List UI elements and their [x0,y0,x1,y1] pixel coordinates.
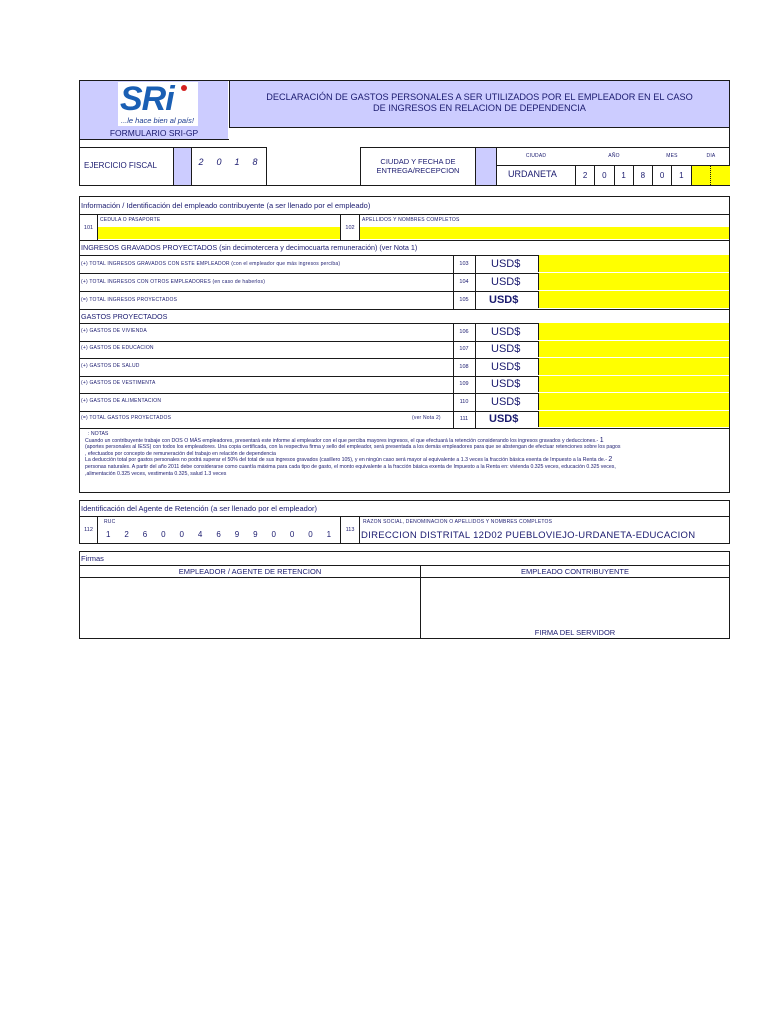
expense-row-value[interactable] [538,376,729,392]
agent-name-value[interactable]: DIRECCION DISTRITAL 12D02 PUEBLOVIEJO-URDANETA-EDUCACION [361,530,696,541]
ruc-digit[interactable]: 2 [124,530,129,539]
expense-row-currency: USD$ [489,413,519,425]
note-line: La deducción total por gastos personales no podrá superar el 50% del total de sus ingresos gravados (casillero 105), y en ningún caso será mayor al equivalente a 1.3 veces la fracción básica exenta de Impuesto a la Renta de.- [85,457,607,464]
city-date-label-2: ENTREGA/RECEPCION [376,166,460,175]
ruc-digit[interactable]: 0 [161,530,166,539]
date-digits [576,166,730,185]
expense-row-label: (+) GASTOS DE EDUCACION [81,345,154,351]
ruc-digit[interactable]: 0 [179,530,184,539]
expense-row-value[interactable] [538,411,729,427]
ruc-label: RUC [104,519,116,525]
income-row [79,255,730,273]
agent-section-title: Identificación del Agente de Retención (a ser llenado por el empleador) [81,504,317,513]
ruc-digit[interactable]: 4 [197,530,203,539]
year-digit[interactable]: 8 [633,166,652,185]
income-row-value[interactable] [538,255,729,272]
expense-row-currency: USD$ [491,343,521,355]
code-101: 101 [83,225,94,231]
code-113: 113 [345,527,355,533]
year-digit[interactable]: 1 [614,166,633,185]
ruc-digits [99,530,339,542]
city-value[interactable]: URDANETA [508,169,557,179]
expense-row [79,376,730,393]
income-row-code: 104 [459,279,469,285]
month-digit[interactable]: 0 [652,166,671,185]
income-row-currency: USD$ [491,276,521,288]
expenses-section-title: GASTOS PROYECTADOS [81,312,168,321]
expense-row-code: 108 [459,364,469,370]
note-line: , efectuados por concepto de remuneración del trabajo en relación de dependencia [85,450,276,457]
expense-row [79,341,730,358]
city-date-label-1: CIUDAD Y FECHA DE [380,157,456,166]
income-row-code: 105 [459,297,469,303]
sri-logo [118,82,198,126]
year-digit[interactable]: 2 [582,171,588,180]
ruc-digit[interactable]: 6 [142,530,148,539]
expense-row [79,323,730,341]
expense-row-value[interactable] [538,341,729,357]
fiscal-year-digit[interactable]: 1 [234,157,240,167]
note-line: personas naturales. A partir del año 2011 debe considerarse como cuantía máxima para cada tipo de gasto, el monto equivalente a la fracción básica exenta de Impuesto a la Renta en: vivienda 0.325 veces, educación 0.325 veces, [85,463,616,470]
income-row-label: (+) TOTAL INGRESOS GRAVADOS CON ESTE EMPLEADOR (con el empleador que más ingresos perciba) [81,261,341,267]
expense-row-code: 111 [459,416,469,422]
notes-title: : NOTAS [88,431,109,437]
income-row-label: (=) TOTAL INGRESOS PROYECTADOS [81,297,178,303]
day-digit[interactable] [691,166,710,185]
income-row-total [79,291,730,309]
note-line: ,alimentación 0.325 veces, vestimenta 0.325, salud 1.3 veces [85,470,227,477]
expense-row-total [79,411,730,428]
ruc-digit[interactable]: 0 [289,530,295,539]
month-header: MES [666,153,678,159]
expense-row [79,393,730,411]
form-code: FORMULARIO SRI-GP [109,128,199,138]
income-row [79,273,730,291]
ruc-digit[interactable]: 1 [105,530,111,539]
expense-row-code: 109 [459,381,469,387]
expense-row-currency: USD$ [491,326,521,338]
expense-row-currency: USD$ [491,396,521,408]
ruc-digit[interactable]: 9 [253,530,258,539]
expense-row-code: 106 [459,329,469,335]
fiscal-year-digit[interactable]: 0 [216,157,222,167]
day-header: DIA [706,153,716,159]
employer-signature-area[interactable] [80,578,420,638]
month-digit[interactable]: 1 [671,166,690,185]
note-line: (aportes personales al IESS) con todos los empleadores. Una copia certificada, con la respectiva firma y sello del empleador, será presentada a los demás empleadores para que se abstengan de efectuar retenciones sobre los pagos [85,444,621,451]
employer-signature-label: EMPLEADOR / AGENTE DE RETENCION [178,567,322,576]
fiscal-year-spacer [174,148,191,185]
ruc-digit[interactable]: 6 [216,530,221,539]
signatures-title: Firmas [81,554,104,563]
employee-signature-label: EMPLEADO CONTRIBUYENTE [521,567,629,576]
name-label: APELLIDOS Y NOMBRES COMPLETOS [362,217,460,223]
year-header: AÑO [608,153,620,159]
agent-name-label: RAZON SOCIAL, DENOMINACION O APELLIDOS Y NOMBRES COMPLETOS [363,519,553,525]
note-number: 1 [599,436,604,444]
expense-row-currency: USD$ [491,378,521,390]
code-112: 112 [84,527,93,533]
city-date-spacer [476,148,496,185]
sri-logo-text: SRi [120,80,174,118]
income-row-value[interactable] [538,273,729,290]
sri-logo-accent [181,85,187,91]
expense-row-code: 110 [459,399,469,405]
expense-row-code: 107 [459,346,469,352]
fiscal-year-digit[interactable]: 8 [252,157,258,167]
fiscal-year-digit[interactable]: 2 [198,157,204,167]
code-102: 102 [345,225,355,231]
day-digit[interactable] [710,166,730,185]
income-row-currency: USD$ [489,294,519,306]
id-label: CEDULA O PASAPORTE [100,217,161,223]
ruc-digit[interactable]: 1 [326,530,332,539]
expense-row-value[interactable] [538,358,729,375]
income-row-label: (+) TOTAL INGRESOS CON OTROS EMPLEADORES (en caso de haberlos) [81,279,266,285]
ruc-digit[interactable]: 0 [271,530,276,539]
form-title-line1: DECLARACIÓN DE GASTOS PERSONALES A SER UTILIZADOS POR EL EMPLEADOR EN EL CASO [266,92,693,102]
city-header: CIUDAD [525,153,547,159]
form-title-line2: DE INGRESOS EN RELACION DE DEPENDENCIA [373,103,586,113]
expense-row-label: (+) GASTOS DE ALIMENTACION [81,398,162,404]
fiscal-year-digits [192,157,266,171]
expense-row-value[interactable] [538,323,729,340]
expense-total-note: (ver Nota 2) [412,415,441,421]
ruc-digit[interactable]: 9 [234,530,240,539]
income-row-currency: USD$ [491,258,521,270]
expense-row-label: (+) GASTOS DE SALUD [81,363,140,369]
year-digit[interactable]: 0 [594,166,613,185]
note-number: 2 [608,456,613,464]
income-row-code: 103 [459,261,469,267]
expense-row-label: (=) TOTAL GASTOS PROYECTADOS [81,415,172,421]
expense-row-label: (+) GASTOS DE VESTIMENTA [81,380,156,386]
sri-logo-slogan: ...le hace bien al país! [121,116,194,125]
employee-section-title: Información / Identificación del empleado contribuyente (a ser llenado por el empleado) [81,201,371,210]
server-signature-label: FIRMA DEL SERVIDOR [534,628,616,637]
expense-row [79,358,730,376]
income-row-value[interactable] [538,291,729,308]
note-line: Cuando un contribuyente trabaje con DOS O MÁS empleadores, presentará este informe al empleador con el que perciba mayores ingresos, el que efectuará la retención considerando los ingresos gravados y deducciones.- [85,437,599,444]
expense-row-label: (+) GASTOS DE VIVIENDA [81,328,147,334]
fiscal-year-label: EJERCICIO FISCAL [84,161,157,170]
id-field[interactable] [98,227,340,239]
name-field[interactable] [360,227,729,239]
expense-row-currency: USD$ [491,361,521,373]
ruc-digit[interactable]: 0 [308,530,313,539]
notes-block [85,431,725,491]
expense-row-value[interactable] [538,393,729,410]
income-section-title: INGRESOS GRAVADOS PROYECTADOS (sin decimotercera y decimocuarta remuneración) (ver Nota 1) [81,243,418,252]
